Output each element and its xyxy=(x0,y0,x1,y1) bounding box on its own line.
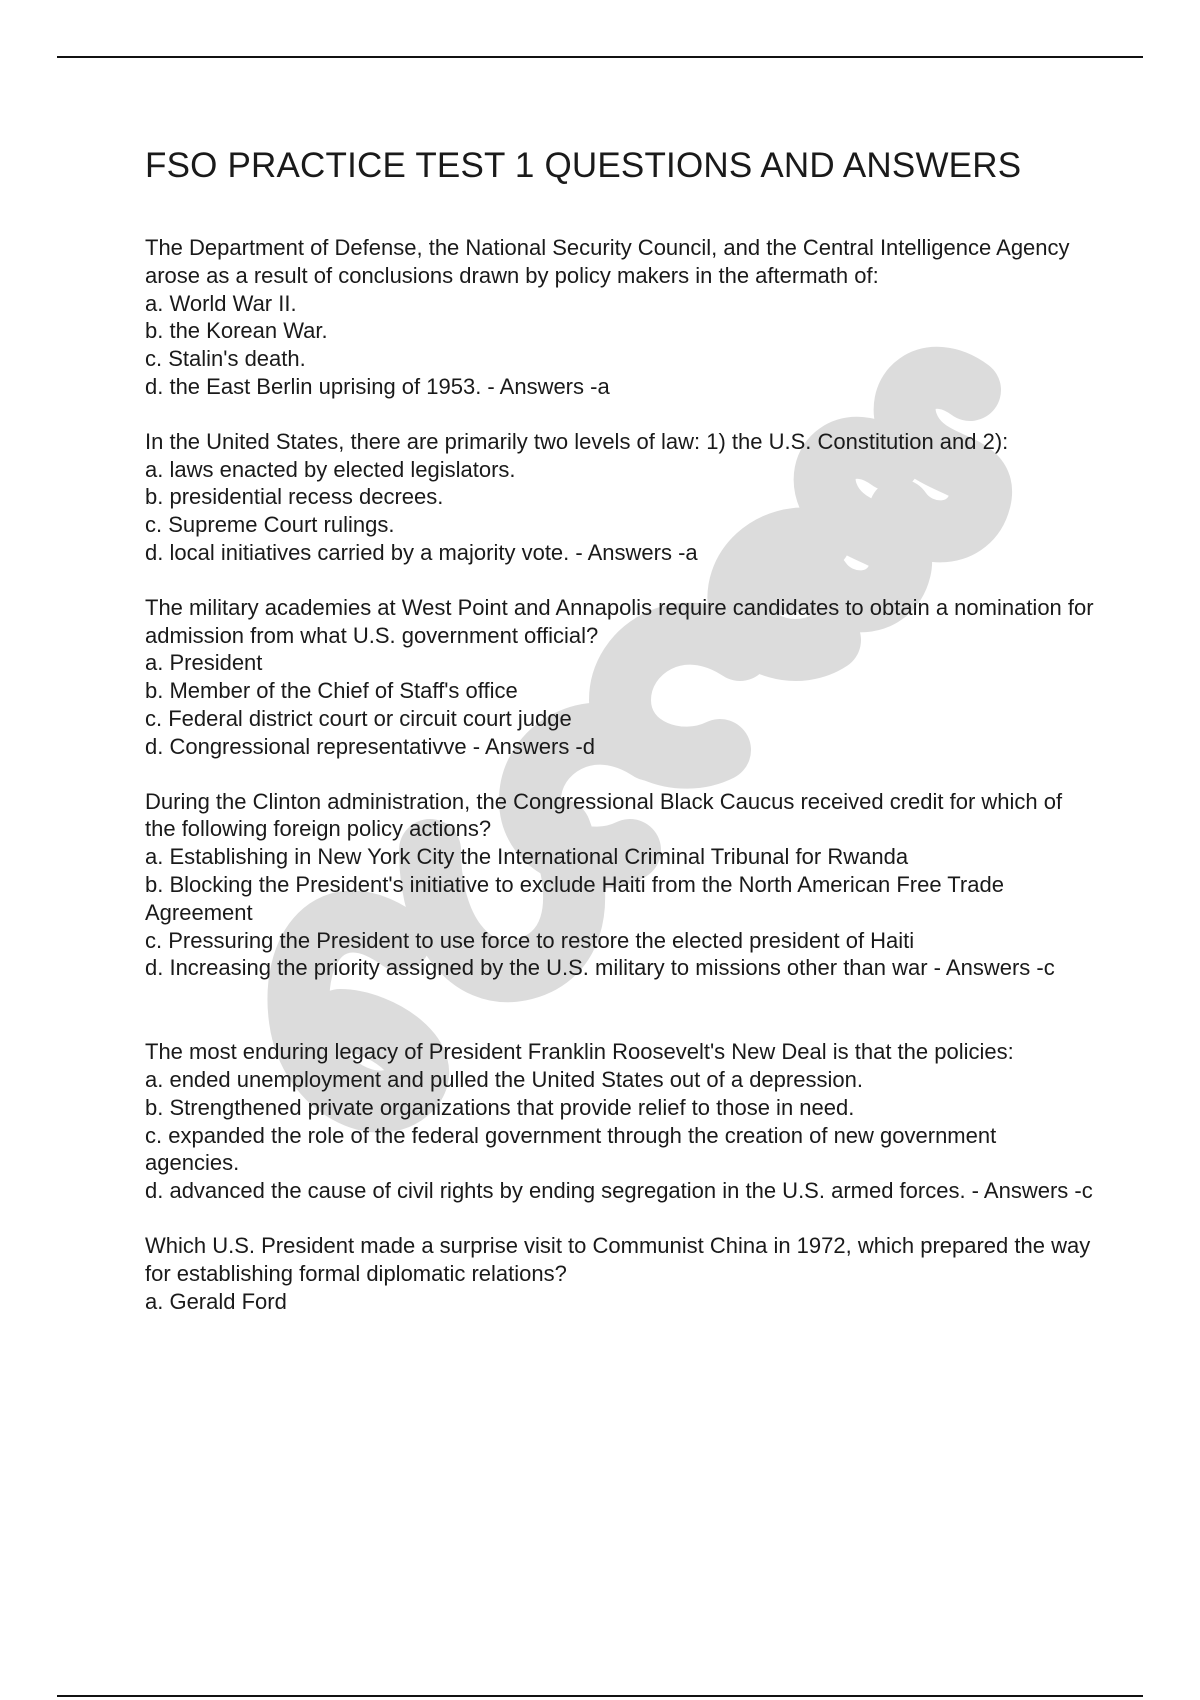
answer-option: c. Supreme Court rulings. xyxy=(145,512,395,538)
answer-option: d. Congressional representativve - Answers -d xyxy=(145,733,595,759)
question-text: In the United States, there are primarily two levels of law: 1) the U.S. Constitution and 2): xyxy=(145,428,1009,454)
question-text: The Department of Defense, the National Security Council, and the Central Intelligence Agency arose as a result of conclusions drawn by policy makers in the aftermath of: xyxy=(145,235,1070,288)
answer-option: a. Establishing in New York City the International Criminal Tribunal for Rwanda xyxy=(145,844,909,870)
question-block-5 xyxy=(145,1038,1095,1205)
question-text: Which U.S. President made a surprise visit to Communist China in 1972, which prepared the way for establishing formal diplomatic relations? xyxy=(145,1232,1091,1286)
answer-option: d. the East Berlin uprising of 1953. - Answers -a xyxy=(145,373,610,399)
answer-option: d. Increasing the priority assigned by the U.S. military to missions other than war - Answers -c xyxy=(145,955,1055,981)
question-text: The most enduring legacy of President Franklin Roosevelt's New Deal is that the policies: xyxy=(145,1039,1014,1065)
answer-option: c. Pressuring the President to use force to restore the elected president of Haiti xyxy=(145,927,915,953)
answer-option: a. ended unemployment and pulled the United States out of a depression. xyxy=(145,1066,863,1092)
document-content xyxy=(145,140,1095,1342)
question-block-3 xyxy=(145,594,1095,761)
answer-option: a. laws enacted by elected legislators. xyxy=(145,456,516,482)
answer-option: d. local initiatives carried by a majority vote. - Answers -a xyxy=(145,539,698,565)
answer-option: c. expanded the role of the federal government through the creation of new government agencies. xyxy=(145,1122,997,1176)
question-block-6 xyxy=(145,1232,1095,1315)
answer-option: b. the Korean War. xyxy=(145,318,328,344)
answer-option: c. Federal district court or circuit court judge xyxy=(145,705,572,731)
answer-option: a. Gerald Ford xyxy=(145,1288,287,1314)
document-title: FSO PRACTICE TEST 1 QUESTIONS AND ANSWERS xyxy=(145,146,1022,185)
question-block-2 xyxy=(145,428,1095,567)
question-text: The military academies at West Point and Annapolis require candidates to obtain a nomination for admission from what U.S. government official? xyxy=(145,594,1094,648)
bottom-rule xyxy=(57,1695,1143,1697)
top-rule xyxy=(57,56,1143,58)
answer-option: d. advanced the cause of civil rights by ending segregation in the U.S. armed forces. - Answers -c xyxy=(145,1178,1093,1204)
question-text: During the Clinton administration, the Congressional Black Caucus received credit for which of the following foreign policy actions? xyxy=(145,788,1063,842)
question-block-4 xyxy=(145,788,1095,983)
question-block-1 xyxy=(145,234,1095,401)
answer-option: c. Stalin's death. xyxy=(145,346,306,372)
question-list xyxy=(145,234,1095,1315)
answer-option: a. World War II. xyxy=(145,290,297,316)
answer-option: b. Strengthened private organizations that provide relief to those in need. xyxy=(145,1094,855,1120)
answer-option: b. Blocking the President's initiative to exclude Haiti from the North American Free Trade Agreement xyxy=(145,871,1004,925)
answer-option: a. President xyxy=(145,650,263,676)
answer-option: b. Member of the Chief of Staff's office xyxy=(145,678,518,704)
answer-option: b. presidential recess decrees. xyxy=(145,484,444,510)
